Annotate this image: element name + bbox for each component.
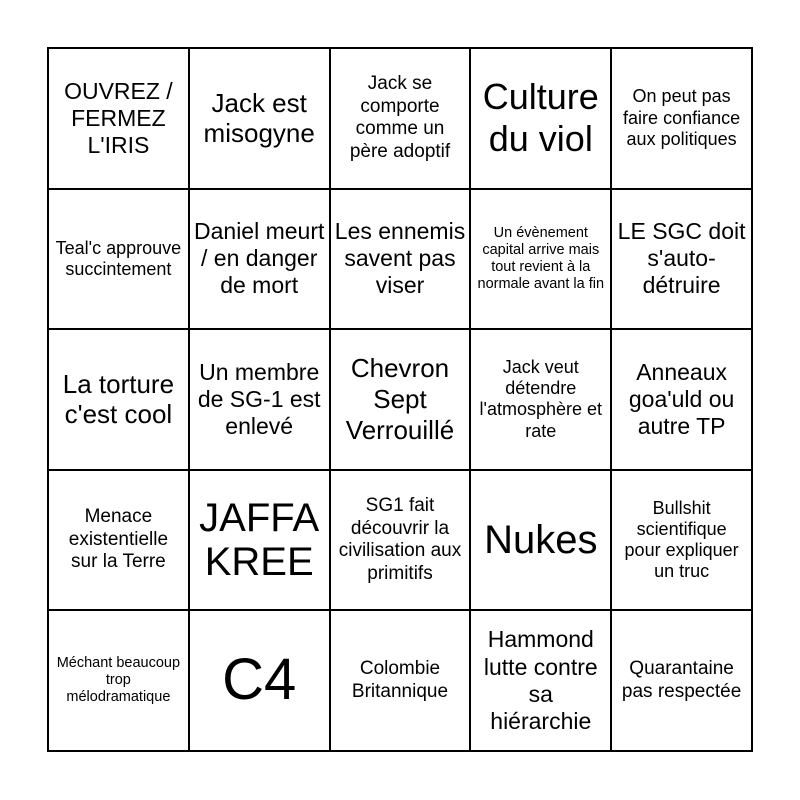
bingo-cell-text: Un membre de SG-1 est enlevé bbox=[197, 358, 321, 440]
bingo-cell-text: Menace existentielle sur la Terre bbox=[68, 506, 169, 573]
bingo-cell[interactable] bbox=[611, 470, 752, 611]
bingo-cell-text: Colombie Britannique bbox=[351, 658, 449, 702]
bingo-cell[interactable] bbox=[470, 610, 611, 751]
bingo-cell-text: Anneaux goa'uld ou autre TP bbox=[628, 358, 735, 440]
bingo-cell-text: Un évènement capital arrive mais tout revient à la normale avant la fin bbox=[477, 224, 605, 292]
bingo-cell-text: SG1 fait découvrir la civilisation aux primitifs bbox=[338, 495, 462, 584]
bingo-cell[interactable] bbox=[611, 610, 752, 751]
bingo-cell-text: La torture c'est cool bbox=[62, 368, 175, 430]
bingo-cell-text: Nukes bbox=[484, 518, 598, 563]
bingo-cell-text: Jack se comporte comme un père adoptif bbox=[349, 73, 451, 162]
bingo-cell-text: Teal'c approuve succintement bbox=[55, 237, 182, 279]
bingo-cell[interactable] bbox=[470, 470, 611, 611]
bingo-cell[interactable] bbox=[470, 329, 611, 470]
bingo-cell[interactable] bbox=[611, 329, 752, 470]
bingo-cell-text: Daniel meurt / en danger de mort bbox=[194, 218, 325, 299]
bingo-cell-text: Quarantaine pas respectée bbox=[621, 658, 742, 702]
bingo-cell[interactable] bbox=[330, 610, 471, 751]
bingo-cell[interactable] bbox=[48, 329, 189, 470]
bingo-cell[interactable] bbox=[189, 48, 330, 189]
bingo-cell[interactable] bbox=[48, 470, 189, 611]
bingo-cell[interactable] bbox=[48, 48, 189, 189]
bingo-cell-text: LE SGC doit s'auto-détruire bbox=[617, 218, 746, 299]
bingo-cell-text: C4 bbox=[222, 647, 297, 713]
bingo-cell[interactable] bbox=[611, 48, 752, 189]
bingo-board bbox=[47, 47, 753, 752]
bingo-cell[interactable] bbox=[330, 189, 471, 330]
bingo-cell-text: Jack veut détendre l'atmosphère et rate bbox=[479, 357, 603, 441]
bingo-cell[interactable] bbox=[330, 470, 471, 611]
bingo-cell-text: Culture du viol bbox=[482, 75, 599, 160]
bingo-cell-text: Méchant beaucoup trop mélodramatique bbox=[56, 655, 181, 706]
bingo-cell-text: JAFFA KREE bbox=[199, 496, 320, 585]
bingo-cell-text: Chevron Sept Verrouillé bbox=[345, 353, 455, 445]
bingo-cell[interactable] bbox=[48, 610, 189, 751]
bingo-cell[interactable] bbox=[470, 189, 611, 330]
bingo-cell-text: On peut pas faire confiance aux politiques bbox=[623, 86, 741, 149]
bingo-cell[interactable] bbox=[330, 48, 471, 189]
bingo-cell[interactable] bbox=[189, 189, 330, 330]
bingo-cell[interactable] bbox=[189, 329, 330, 470]
bingo-cell-text: OUVREZ / FERMEZ L'IRIS bbox=[64, 77, 173, 158]
bingo-cell-text: Hammond lutte contre sa hiérarchie bbox=[483, 626, 598, 734]
bingo-cell[interactable] bbox=[189, 470, 330, 611]
bingo-cell-text: Les ennemis savent pas viser bbox=[334, 218, 466, 299]
bingo-cell[interactable] bbox=[330, 329, 471, 470]
bingo-cell-text: Bullshit scientifique pour expliquer un truc bbox=[624, 497, 739, 582]
bingo-cell[interactable] bbox=[48, 189, 189, 330]
bingo-cell[interactable] bbox=[470, 48, 611, 189]
bingo-cell[interactable] bbox=[611, 189, 752, 330]
bingo-cell[interactable] bbox=[189, 610, 330, 751]
bingo-cell-text: Jack est misogyne bbox=[203, 87, 315, 149]
